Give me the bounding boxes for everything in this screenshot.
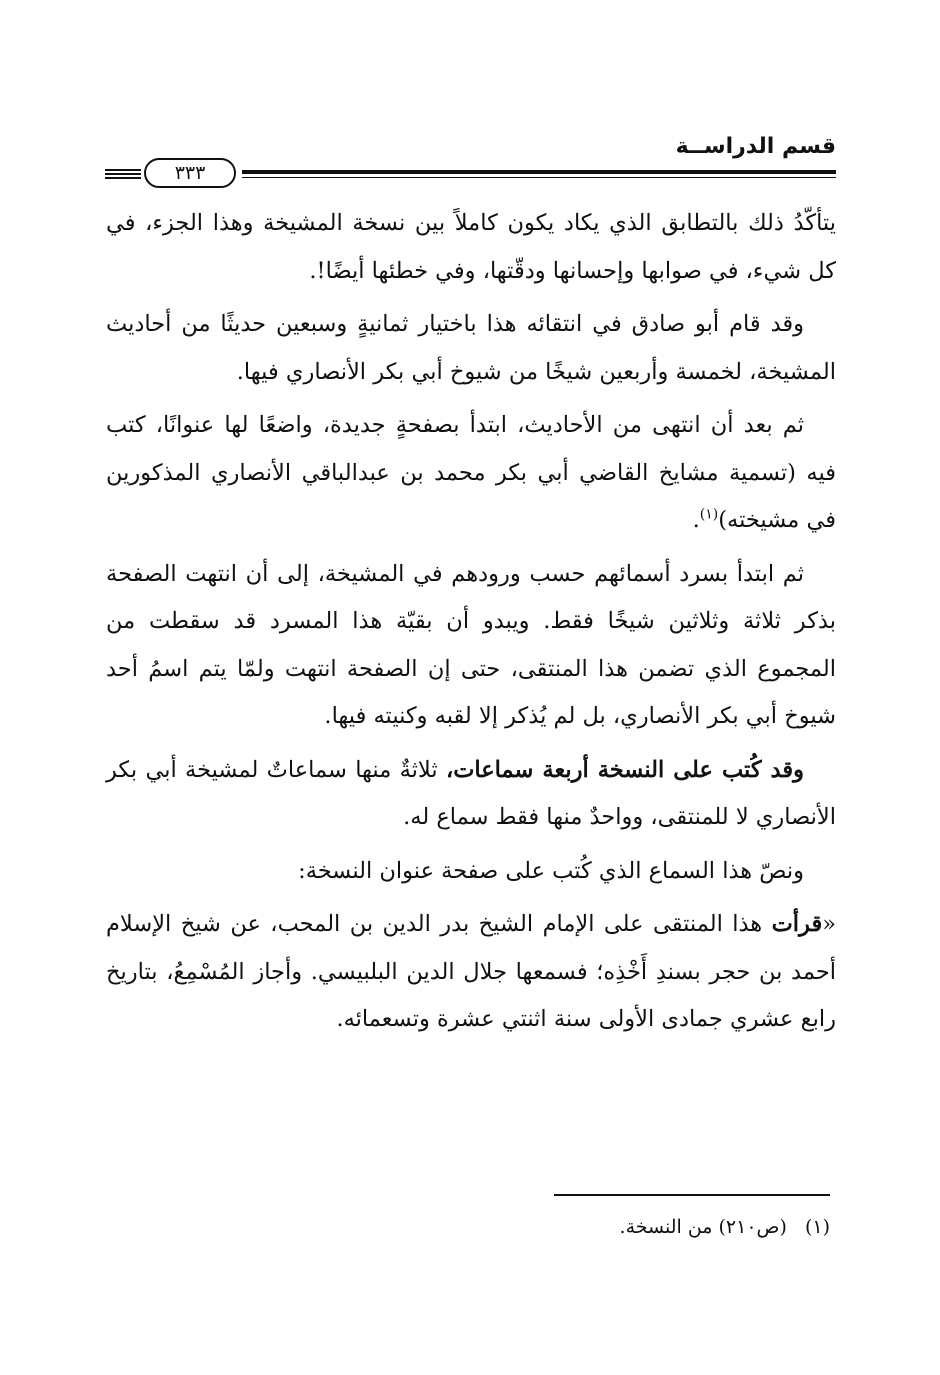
- paragraph-text: هذا المنتقى على الإمام الشيخ بدر الدين بن المحب، عن شيخ الإسلام أحمد بن حجر بسندِ أَخْذِه؛ فسمعها جلال الدين البلبيسي. وأجاز المُسْمِعُ، بتاريخ رابع عشري جمادى الأولى سنة اثنتي عشرة وتسعمائه.: [106, 911, 836, 1032]
- footnote-separator: [554, 1194, 830, 1196]
- paragraph-3: [106, 402, 836, 545]
- footnote-1: [110, 1212, 830, 1242]
- running-title: قسم الدراســة: [675, 134, 836, 159]
- paragraph-text: وقد قام أبو صادق في انتقائه هذا باختيار ثمانيةٍ وسبعين حديثًا من أحاديث المشيخة، لخمسة وأربعين شيخًا من شيوخ أبي بكر الأنصاري فيها.: [106, 311, 836, 385]
- paragraph-text: ونصّ هذا السماع الذي كُتب على صفحة عنوان النسخة:: [298, 857, 804, 884]
- header-rule-left: [105, 177, 141, 179]
- paragraph-7-quote: [106, 901, 836, 1044]
- header-rule-left: [105, 173, 141, 175]
- header-rule-thick: [242, 170, 836, 174]
- paragraph-6: [106, 848, 836, 896]
- footnote-number: (١): [804, 1216, 830, 1238]
- header-rule-left: [105, 169, 141, 171]
- paragraph-2: [106, 301, 836, 396]
- paragraph-text: ثلاثةٌ منها سماعاتٌ لمشيخة أبي بكر الأنصاري لا للمنتقى، وواحدٌ منها فقط سماع له.: [106, 756, 836, 830]
- paragraph-text: ثم بعد أن انتهى من الأحاديث، ابتدأ بصفحةٍ جديدة، واضعًا لها عنوانًا، كتب فيه (تسمية مشايخ القاضي أبي بكر محمد بن عبدالباقي الأنصاري المذكورين في مشيخته): [106, 412, 836, 533]
- paragraph-text: ثم ابتدأ بسرد أسمائهم حسب ورودهم في المشيخة، إلى أن انتهت الصفحة بذكر ثلاثة وثلاثين شيخًا فقط. ويبدو أن بقيّة هذا المسرد قد سقطت من المجموع الذي تضمن هذا المنتقى، حتى إن الصفحة انتهت ولمّا يتم اسمُ أحد شيوخ أبي بكر الأنصاري، بل لم يُذكر إلا لقبه وكنيته فيها.: [106, 560, 836, 729]
- paragraph-5: [106, 747, 836, 842]
- paragraph-text: .: [692, 507, 700, 533]
- quote-mark: «: [822, 911, 836, 937]
- footnote-reference[interactable]: (١): [699, 506, 719, 523]
- footnote-text: (ص٢١٠) من النسخة.: [619, 1216, 787, 1238]
- bold-phrase: قرأت: [771, 911, 823, 937]
- header-rule-thin: [242, 177, 836, 178]
- paragraph-4: [106, 551, 836, 741]
- paragraph-text: يتأكّدُ ذلك بالتطابق الذي يكاد يكون كاملاً بين نسخة المشيخة وهذا الجزء، في كل شيء، في صوابها وإحسانها ودقّتها، وفي خطئها أيضًا!.: [106, 210, 836, 284]
- paragraph-1: [106, 200, 836, 295]
- bold-phrase: وقد كُتب على النسخة أربعة سماعات،: [445, 756, 804, 783]
- page-number: ٣٣٣: [144, 158, 236, 188]
- body-text: [106, 200, 836, 1050]
